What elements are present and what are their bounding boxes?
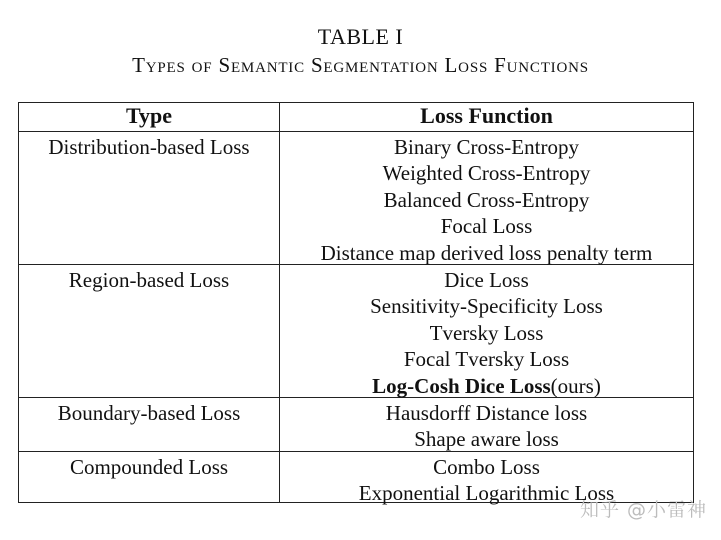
loss-function-item: Hausdorff Distance loss	[385, 401, 588, 425]
table-row	[19, 132, 693, 265]
header-loss-function: Loss Function	[420, 103, 553, 128]
highlighted-loss-name: Log-Cosh Dice Loss	[372, 373, 551, 398]
ours-note: (ours)	[550, 373, 601, 398]
header-type: Type	[125, 103, 173, 128]
loss-function-item: Distance map derived loss penalty term	[320, 240, 653, 265]
loss-function-item: Sensitivity-Specificity Loss	[370, 294, 603, 319]
function-cell	[280, 400, 693, 453]
function-cell	[280, 267, 693, 399]
loss-function-item: Combo Loss	[433, 455, 540, 479]
table-caption-title: Types of Semantic Segmentation Loss Functions	[132, 53, 589, 77]
loss-function-item: Binary Cross-Entropy	[394, 135, 579, 159]
type-cell: Boundary-based Loss	[57, 401, 241, 425]
loss-function-item: Weighted Cross-Entropy	[382, 161, 591, 186]
function-cell	[280, 134, 693, 266]
loss-function-item: Balanced Cross-Entropy	[383, 187, 590, 212]
loss-function-item: Focal Loss	[440, 214, 533, 239]
loss-function-table	[18, 102, 694, 506]
table-caption-number: TABLE I	[317, 24, 404, 49]
loss-function-item: Shape aware loss	[414, 427, 559, 452]
loss-function-item	[280, 373, 693, 399]
loss-function-item: Focal Tversky Loss	[403, 347, 570, 372]
loss-function-item: Tversky Loss	[429, 320, 544, 345]
loss-function-item: Exponential Logarithmic Loss	[358, 481, 615, 506]
table-row	[19, 398, 693, 452]
table-header-row	[19, 103, 693, 132]
type-cell: Region-based Loss	[68, 268, 230, 292]
type-cell: Compounded Loss	[69, 455, 229, 479]
type-cell: Distribution-based Loss	[48, 135, 250, 159]
loss-function-item: Dice Loss	[444, 268, 529, 292]
table-row	[19, 265, 693, 398]
watermark: 知乎 @小雷神	[579, 499, 707, 521]
